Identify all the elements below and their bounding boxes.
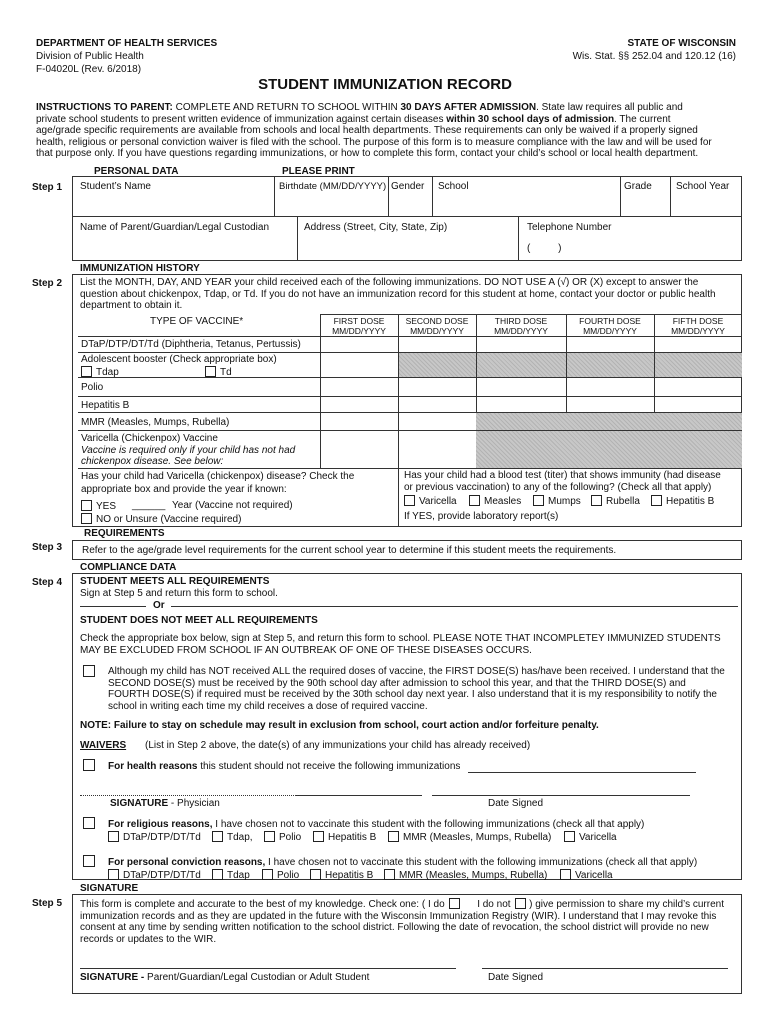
religious-reasons-label bbox=[108, 819, 644, 830]
question-line: Has your child had a blood test (titer) that shows immunity (had disease bbox=[404, 470, 721, 481]
statement-line: school in writing each time my child receives a dose of required vaccine. bbox=[108, 700, 428, 712]
divider bbox=[320, 314, 742, 315]
divider bbox=[320, 314, 321, 468]
divider bbox=[171, 606, 738, 607]
checkbox-icon bbox=[404, 495, 415, 506]
row-dtap: DTaP/DTP/DT/Td (Diphtheria, Tetanus, Pertussis) bbox=[81, 339, 301, 350]
divider bbox=[670, 176, 671, 216]
third-dose-header bbox=[476, 316, 566, 336]
divider bbox=[78, 412, 742, 413]
checkbox-icon bbox=[560, 869, 571, 880]
student-name-field[interactable]: Student’s Name bbox=[80, 181, 151, 192]
titer-question bbox=[404, 470, 721, 494]
instructions-deadline: within 30 school days of admission bbox=[446, 113, 615, 125]
checkbox-icon bbox=[264, 831, 275, 842]
checkbox-icon bbox=[83, 665, 95, 677]
shaded-cell bbox=[398, 352, 742, 377]
department-name: DEPARTMENT OF HEALTH SERVICES bbox=[36, 38, 218, 49]
statement-line: Although my child has NOT received ALL the required doses of vaccine, the FIRST DOSE(S) has/have been received. I understand that the bbox=[108, 666, 725, 677]
question-line: appropriate box and provide the year if known: bbox=[81, 484, 287, 495]
health-reasons-checkbox[interactable] bbox=[83, 759, 99, 772]
header-format: MM/DD/YYYY bbox=[583, 326, 637, 336]
waiver-type: For personal conviction reasons, bbox=[108, 857, 266, 868]
personal-tdap-checkbox[interactable] bbox=[212, 869, 250, 881]
consent-text: ) give permission to share my child’s current bbox=[529, 899, 724, 910]
personal-mmr-checkbox[interactable] bbox=[384, 869, 547, 881]
form-number: F-04020L (Rev. 6/2018) bbox=[36, 64, 142, 75]
row-hepatitis-b: Hepatitis B bbox=[81, 400, 130, 411]
wir-consent-text bbox=[80, 898, 740, 945]
checkbox-icon bbox=[81, 366, 92, 377]
divider bbox=[72, 216, 742, 217]
second-dose-header bbox=[398, 316, 476, 336]
statute-reference: Wis. Stat. §§ 252.04 and 120.12 (16) bbox=[572, 51, 736, 62]
religious-mmr-checkbox[interactable] bbox=[388, 831, 551, 843]
instructions-text: that purpose only. If you have questions regarding immunizations, or how to complete this form, contact your child’s school or local health department. bbox=[36, 148, 699, 159]
not-meet-instructions bbox=[80, 633, 740, 656]
physician-date-line[interactable] bbox=[432, 795, 690, 796]
titer-hepatitis-b-checkbox[interactable] bbox=[651, 495, 714, 507]
chickenpox-question bbox=[81, 470, 354, 496]
titer-lab-report-note: If YES, provide laboratory report(s) bbox=[404, 511, 559, 522]
religious-dtap-checkbox[interactable] bbox=[108, 831, 201, 843]
header-format: MM/DD/YYYY bbox=[671, 326, 725, 336]
titer-mumps-checkbox[interactable] bbox=[533, 495, 581, 507]
checkbox-label: Hepatitis B bbox=[328, 832, 377, 843]
personal-conviction-checkbox[interactable] bbox=[83, 855, 99, 868]
checkbox-label: Tdap bbox=[227, 870, 250, 881]
religious-reasons-checkbox[interactable] bbox=[83, 817, 99, 830]
step-5-label: Step 5 bbox=[32, 898, 63, 909]
divider bbox=[78, 336, 742, 337]
meets-requirements-heading: STUDENT MEETS ALL REQUIREMENTS bbox=[80, 576, 270, 587]
first-dose-statement bbox=[108, 666, 743, 712]
signature-label: SIGNATURE bbox=[110, 798, 169, 809]
divider bbox=[78, 352, 742, 353]
first-dose-header bbox=[320, 316, 398, 336]
religious-tdap-checkbox[interactable] bbox=[212, 831, 253, 843]
immunization-history-heading: IMMUNIZATION HISTORY bbox=[80, 263, 200, 274]
checkbox-icon bbox=[108, 869, 119, 880]
school-year-field[interactable]: School Year bbox=[676, 181, 730, 192]
religious-varicella-checkbox[interactable] bbox=[564, 831, 617, 843]
tdap-checkbox[interactable] bbox=[81, 366, 119, 378]
signature-role: Parent/Guardian/Legal Custodian or Adult Student bbox=[147, 972, 370, 983]
titer-varicella-checkbox[interactable] bbox=[404, 495, 457, 507]
checkbox-icon bbox=[83, 855, 95, 867]
requirements-heading: REQUIREMENTS bbox=[84, 528, 165, 539]
checkbox-label: Rubella bbox=[606, 496, 640, 507]
instruction-line: List the MONTH, DAY, AND YEAR your child received each of the following immunizations. DO NOT USE A (√) OR (X) except to answer the bbox=[80, 277, 699, 288]
waiver-text: I have chosen not to vaccinate this student with the following immunizations (check all that apply) bbox=[265, 857, 698, 868]
checkbox-label: Hepatitis B bbox=[325, 870, 374, 881]
checkbox-icon bbox=[205, 366, 216, 377]
checkbox-label: Polio bbox=[279, 832, 302, 843]
checkbox-label: MMR (Measles, Mumps, Rubella) bbox=[403, 832, 552, 843]
instructions-text: . State law requires all public and bbox=[536, 102, 683, 113]
header-format: MM/DD/YYYY bbox=[494, 326, 548, 336]
question-line: or previous vaccination) to any of the following? (Check all that apply) bbox=[404, 482, 712, 493]
checkbox-icon bbox=[388, 831, 399, 842]
td-checkbox[interactable] bbox=[205, 366, 232, 378]
checkbox-label: DTaP/DTP/DT/Td bbox=[123, 832, 201, 843]
divider bbox=[432, 176, 433, 216]
header-text: SECOND DOSE bbox=[405, 316, 469, 326]
address-field[interactable]: Address (Street, City, State, Zip) bbox=[304, 222, 448, 233]
division-name: Division of Public Health bbox=[36, 51, 144, 62]
checkbox-label: Polio bbox=[277, 870, 300, 881]
wir-consent-yes-checkbox[interactable] bbox=[449, 898, 460, 909]
checkbox-icon bbox=[310, 869, 321, 880]
titer-measles-checkbox[interactable] bbox=[469, 495, 521, 507]
wir-consent-no-checkbox[interactable] bbox=[515, 898, 526, 909]
consent-line: records or updates to the WIR. bbox=[80, 933, 217, 945]
parent-signature-label bbox=[80, 972, 369, 983]
checkbox-icon bbox=[384, 869, 395, 880]
checkbox-label: Varicella bbox=[575, 870, 613, 881]
waivers-instruction: (List in Step 2 above, the date(s) of any immunizations your child has already received) bbox=[145, 740, 531, 751]
religious-hepatitis-b-checkbox[interactable] bbox=[313, 831, 376, 843]
page-title: STUDENT IMMUNIZATION RECORD bbox=[258, 76, 512, 93]
instructions-text: COMPLETE AND RETURN TO SCHOOL WITHIN bbox=[172, 102, 401, 113]
divider bbox=[274, 176, 275, 216]
health-reasons-label bbox=[108, 761, 460, 772]
checkbox-label: YES bbox=[96, 501, 117, 512]
divider bbox=[78, 396, 742, 397]
physician-signature-line[interactable] bbox=[80, 795, 296, 796]
step-4-label: Step 4 bbox=[32, 577, 63, 588]
fifth-dose-header bbox=[654, 316, 742, 336]
waiver-type: For religious reasons, bbox=[108, 819, 213, 830]
birthdate-label: Birthdate (MM/DD/YYYY) bbox=[279, 181, 387, 192]
shaded-cell bbox=[476, 412, 742, 468]
state-name: STATE OF WISCONSIN bbox=[627, 38, 736, 49]
parent-name-field[interactable]: Name of Parent/Guardian/Legal Custodian bbox=[80, 222, 270, 233]
signature-label: SIGNATURE - bbox=[80, 972, 148, 983]
step-2-label: Step 2 bbox=[32, 278, 63, 289]
checkbox-icon bbox=[83, 817, 95, 829]
checkbox-label: Td bbox=[220, 367, 232, 378]
checkbox-label: Tdap, bbox=[227, 832, 253, 843]
please-print-heading: PLEASE PRINT bbox=[282, 166, 355, 177]
instructions-text: private school students to present written evidence of immunization against certain diseases bbox=[36, 113, 447, 125]
health-immunizations-line[interactable] bbox=[468, 772, 696, 773]
checkbox-icon bbox=[591, 495, 602, 506]
checkbox-icon bbox=[533, 495, 544, 506]
first-dose-received-checkbox[interactable] bbox=[83, 665, 99, 678]
exclusion-note: NOTE: Failure to stay on schedule may result in exclusion from school, court action and/or forfeiture penalty. bbox=[80, 720, 599, 731]
header-text: FOURTH DOSE bbox=[579, 316, 641, 326]
instructions-deadline: 30 DAYS AFTER ADMISSION bbox=[400, 102, 537, 113]
checkbox-label: NO or Unsure (Vaccine required) bbox=[96, 514, 242, 525]
row-note: chickenpox disease. See below: bbox=[81, 456, 224, 467]
not-meet-heading: STUDENT DOES NOT MEET ALL REQUIREMENTS bbox=[80, 615, 318, 626]
personal-hepatitis-b-checkbox[interactable] bbox=[310, 869, 373, 881]
chickenpox-year-field[interactable]: ______ bbox=[132, 500, 166, 511]
checkbox-label: Measles bbox=[484, 496, 522, 507]
consent-line: consent at any time by sending written notification to the school district. Following the date of revocation, the school district will provide no new bbox=[80, 922, 709, 933]
instruction-line: question about chickenpox, Tdap, or Td. If you do not have an immunization record for this student at home, contact your doctor or public health bbox=[80, 288, 716, 300]
birthdate-field[interactable] bbox=[279, 181, 386, 192]
checkbox-label: Tdap bbox=[96, 367, 119, 378]
checkbox-icon bbox=[108, 831, 119, 842]
instructions-text: age/grade specific requirements are available from schools and local health departments. These requirements can only be waived if a properly signed bbox=[36, 125, 698, 136]
divider bbox=[518, 216, 519, 261]
checkbox-label: Varicella bbox=[579, 832, 617, 843]
divider bbox=[388, 176, 389, 216]
instructions-text: . The current bbox=[614, 113, 671, 125]
physician-signature-label bbox=[110, 798, 220, 809]
chickenpox-year-label: Year (Vaccine not required) bbox=[172, 500, 293, 511]
row-varicella bbox=[81, 433, 295, 468]
checkbox-icon bbox=[81, 513, 92, 524]
titer-rubella-checkbox[interactable] bbox=[591, 495, 640, 507]
statement-line: SECOND DOSE(S) must be received by the 90th school day after admission to school this year, and that the THIRD DOSE(S) and bbox=[108, 677, 686, 689]
personal-data-heading: PERSONAL DATA bbox=[94, 166, 179, 177]
grade-field[interactable]: Grade bbox=[624, 181, 652, 192]
instructions-text: health, religious or personal conviction waiver is filed with the school. The purpose of this form is to measure compliance with the law and will be used for bbox=[36, 136, 712, 148]
checkbox-icon bbox=[313, 831, 324, 842]
header-text: FIFTH DOSE bbox=[672, 316, 724, 326]
consent-text: I do not bbox=[477, 899, 511, 910]
question-line: Has your child had Varicella (chickenpox) disease? Check the bbox=[81, 471, 355, 482]
meets-requirements-instruction: Sign at Step 5 and return this form to school. bbox=[80, 588, 278, 599]
personal-varicella-checkbox[interactable] bbox=[560, 869, 613, 881]
signature-heading: SIGNATURE bbox=[80, 883, 139, 894]
personal-dtap-checkbox[interactable] bbox=[108, 869, 201, 881]
waiver-type: For health reasons bbox=[108, 761, 198, 772]
or-separator: Or bbox=[153, 600, 165, 611]
consent-line: immunization records and as they are updated in the future with the Wisconsin Immunization Registry (WIR). I understand that I may revoke this bbox=[80, 910, 717, 922]
checkbox-icon bbox=[469, 495, 480, 506]
telephone-field[interactable]: Telephone Number bbox=[527, 222, 612, 233]
checkbox-icon bbox=[651, 495, 662, 506]
waivers-heading: WAIVERS bbox=[80, 740, 127, 751]
instruction-line: Check the appropriate box below, sign at Step 5, and return this form to school. PLEASE NOTE THAT INCOMPLETEY IMMUNIZED STUDENTS bbox=[80, 633, 721, 644]
parent-date-line[interactable] bbox=[482, 968, 728, 969]
fourth-dose-header bbox=[566, 316, 654, 336]
consent-text: This form is complete and accurate to the best of my knowledge. Check one: ( I do bbox=[80, 899, 445, 910]
divider bbox=[78, 430, 742, 431]
checkbox-icon bbox=[83, 759, 95, 771]
divider bbox=[78, 377, 742, 378]
vaccine-type-header: TYPE OF VACCINE* bbox=[150, 316, 244, 327]
row-adolescent-booster: Adolescent booster (Check appropriate box) bbox=[81, 354, 277, 365]
checkbox-label: DTaP/DTP/DT/Td bbox=[123, 870, 201, 881]
statement-line: FOURTH DOSE(S) if required must be received by the 30th school day next year. I also understand that it is my responsibility to notify the bbox=[108, 689, 717, 700]
checkbox-icon bbox=[81, 500, 92, 511]
divider bbox=[78, 468, 742, 469]
header-text: THIRD DOSE bbox=[494, 316, 548, 326]
divider bbox=[297, 216, 298, 261]
row-label: Varicella (Chickenpox) Vaccine bbox=[81, 433, 218, 444]
step-1-label: Step 1 bbox=[32, 182, 63, 193]
instructions bbox=[36, 102, 741, 160]
waiver-text: I have chosen not to vaccinate this student with the following immunizations (check all that apply) bbox=[212, 819, 645, 830]
waiver-text: this student should not receive the following immunizations bbox=[197, 761, 461, 772]
row-mmr: MMR (Measles, Mumps, Rubella) bbox=[81, 417, 230, 428]
chickenpox-yes-checkbox[interactable] bbox=[81, 500, 116, 512]
personal-conviction-label bbox=[108, 857, 697, 868]
divider bbox=[620, 176, 621, 216]
chickenpox-no-checkbox[interactable] bbox=[81, 513, 241, 525]
parent-date-label: Date Signed bbox=[488, 972, 544, 983]
checkbox-label: Mumps bbox=[548, 496, 581, 507]
instruction-line: MAY BE EXCLUDED FROM SCHOOL IF AN OUTBREAK OF ONE OF THESE DISEASES OCCURS. bbox=[80, 644, 532, 656]
step-3-label: Step 3 bbox=[32, 542, 63, 553]
checkbox-icon bbox=[564, 831, 575, 842]
religious-polio-checkbox[interactable] bbox=[264, 831, 301, 843]
requirements-text: Refer to the age/grade level requirements for the current school year to determine if this student meets the requirements. bbox=[82, 545, 617, 556]
divider bbox=[80, 606, 146, 607]
school-field[interactable]: School bbox=[438, 181, 469, 192]
instruction-line: department to obtain it. bbox=[80, 300, 183, 311]
row-note: Vaccine is required only if your child has not had bbox=[81, 444, 296, 456]
checkbox-label: Varicella bbox=[419, 496, 457, 507]
compliance-heading: COMPLIANCE DATA bbox=[80, 562, 177, 573]
gender-field[interactable]: Gender bbox=[391, 181, 425, 192]
parent-signature-line[interactable] bbox=[80, 968, 456, 969]
checkbox-icon bbox=[212, 831, 223, 842]
area-code-field[interactable]: ( ) bbox=[527, 243, 562, 254]
personal-polio-checkbox[interactable] bbox=[262, 869, 299, 881]
header-text: FIRST DOSE bbox=[333, 316, 385, 326]
checkbox-label: MMR (Measles, Mumps, Rubella) bbox=[399, 870, 548, 881]
signature-role: - Physician bbox=[168, 798, 220, 809]
divider bbox=[398, 314, 399, 527]
physician-date-label: Date Signed bbox=[488, 798, 544, 809]
header-format: MM/DD/YYYY bbox=[332, 326, 386, 336]
row-polio: Polio bbox=[81, 382, 104, 393]
checkbox-icon bbox=[212, 869, 223, 880]
header-format: MM/DD/YYYY bbox=[410, 326, 464, 336]
instructions-lead: INSTRUCTIONS TO PARENT: bbox=[36, 102, 173, 113]
physician-signature-line[interactable] bbox=[296, 795, 422, 796]
checkbox-icon bbox=[262, 869, 273, 880]
checkbox-label: Hepatitis B bbox=[666, 496, 715, 507]
